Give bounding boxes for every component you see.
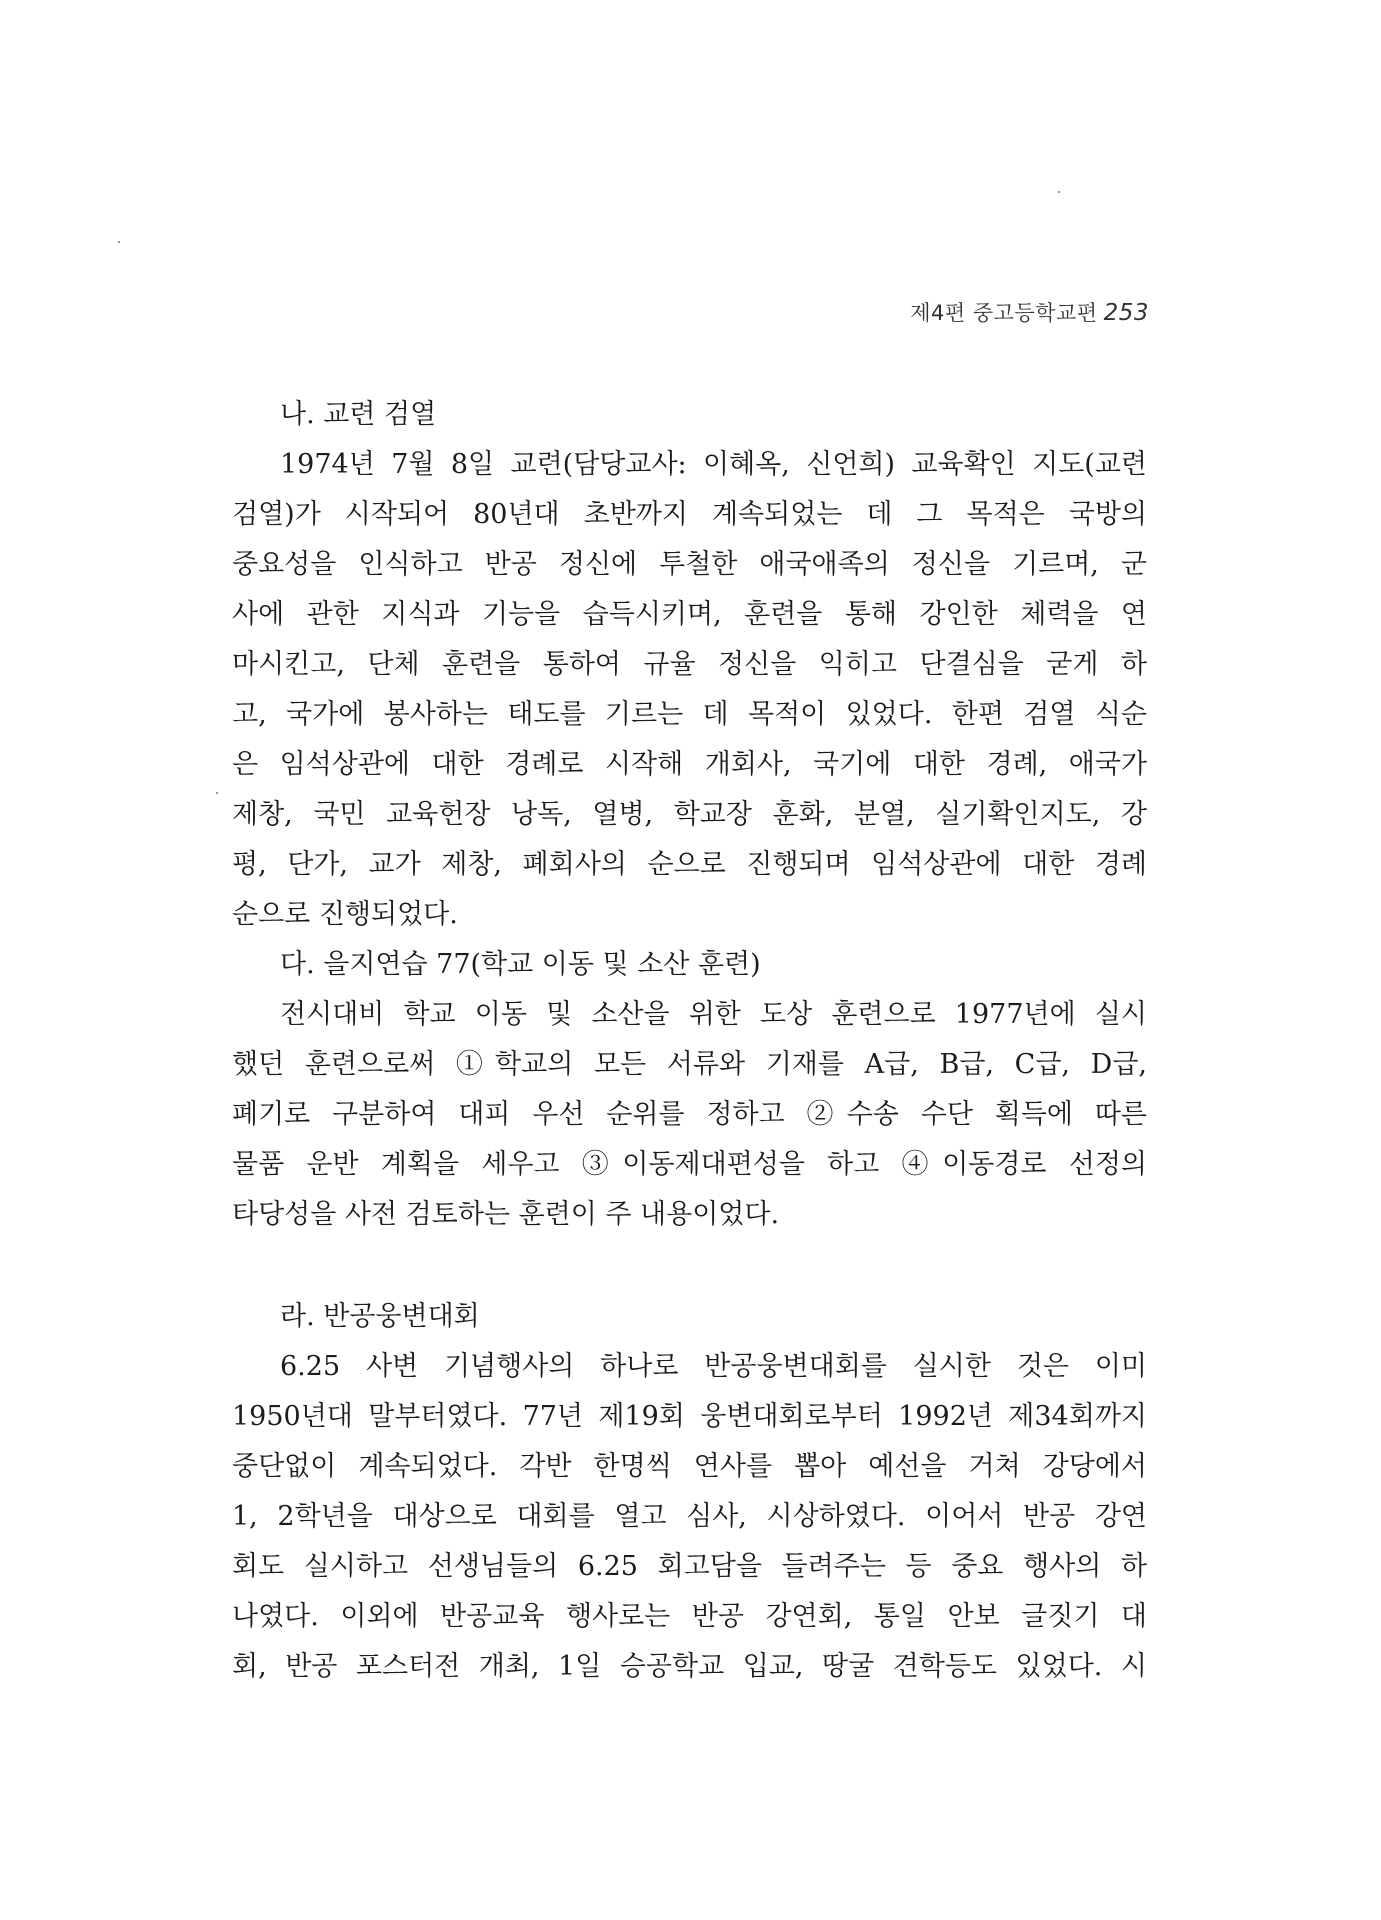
text-line: 1974년 7월 8일 교련(담당교사: 이혜옥, 신언희) 교육확인 지도(교련: [280, 449, 1147, 480]
text-line: 마시킨고, 단체 훈련을 통하여 규율 정신을 익히고 단결심을 굳게 하: [232, 649, 1147, 680]
text-line: 고, 국가에 봉사하는 태도를 기르는 데 목적이 있었다. 한편 검열 식순: [232, 699, 1147, 730]
paragraph-na: [232, 440, 1147, 940]
section-heading-na: 나. 교련 검열: [280, 399, 437, 430]
text-line: 제창, 국민 교육헌장 낭독, 열병, 학교장 훈화, 분열, 실기확인지도, 강: [232, 799, 1147, 830]
page-number: 253: [1103, 300, 1149, 326]
text-line: 1, 2학년을 대상으로 대회를 열고 심사, 시상하였다. 이어서 반공 강연: [232, 1501, 1147, 1532]
section-heading-da: 다. 을지연습 77(학교 이동 및 소산 훈련): [280, 949, 761, 980]
text-line: 순으로 진행되었다.: [232, 899, 458, 930]
scan-speck: [118, 241, 120, 243]
text-line: 물품 운반 계획을 세우고 ③이동제대편성을 하고 ④이동경로 선정의: [232, 1149, 1147, 1180]
running-header: [910, 297, 1149, 327]
text-line: 은 임석상관에 대한 경례로 시작해 개회사, 국기에 대한 경례, 애국가: [232, 749, 1147, 780]
text-line: 회, 반공 포스터전 개최, 1일 승공학교 입교, 땅굴 견학등도 있었다. 시: [232, 1651, 1147, 1682]
text-line: 폐기로 구분하여 대피 우선 순위를 정하고 ②수송 수단 획득에 따른: [232, 1099, 1147, 1130]
scan-speck: [216, 792, 218, 794]
header-title: 제4편 중고등학교편: [910, 301, 1098, 325]
text-line: 중요성을 인식하고 반공 정신에 투철한 애국애족의 정신을 기르며, 군: [232, 549, 1147, 580]
section-heading-ra: 라. 반공웅변대회: [280, 1301, 480, 1332]
scan-speck: [1058, 191, 1060, 193]
text-line: 중단없이 계속되었다. 각반 한명씩 연사를 뽑아 예선을 거쳐 강당에서: [232, 1451, 1147, 1482]
text-line: 했던 훈련으로써 ①학교의 모든 서류와 기재를 A급, B급, C급, D급,: [232, 1049, 1147, 1080]
text-line: 사에 관한 지식과 기능을 습득시키며, 훈련을 통해 강인한 체력을 연: [232, 599, 1147, 630]
paragraph-da: [232, 990, 1147, 1240]
section-gap: [232, 1240, 1147, 1292]
text-line: 전시대비 학교 이동 및 소산을 위한 도상 훈련으로 1977년에 실시: [280, 999, 1147, 1030]
text-line: 나였다. 이외에 반공교육 행사로는 반공 강연회, 통일 안보 글짓기 대: [232, 1601, 1147, 1632]
text-line: 회도 실시하고 선생님들의 6.25 회고담을 들려주는 등 중요 행사의 하: [232, 1551, 1147, 1582]
text-line: 평, 단가, 교가 제창, 폐회사의 순으로 진행되며 임석상관에 대한 경례: [232, 849, 1147, 880]
text-line: 타당성을 사전 검토하는 훈련이 주 내용이었다.: [232, 1199, 780, 1230]
text-line: 1950년대 말부터였다. 77년 제19회 웅변대회로부터 1992년 제34회까지: [232, 1401, 1147, 1432]
text-line: 6.25 사변 기념행사의 하나로 반공웅변대회를 실시한 것은 이미: [280, 1351, 1147, 1382]
paragraph-ra: [232, 1342, 1147, 1692]
body-text: [232, 390, 1147, 1692]
text-line: 검열)가 시작되어 80년대 초반까지 계속되었는 데 그 목적은 국방의: [232, 499, 1147, 530]
